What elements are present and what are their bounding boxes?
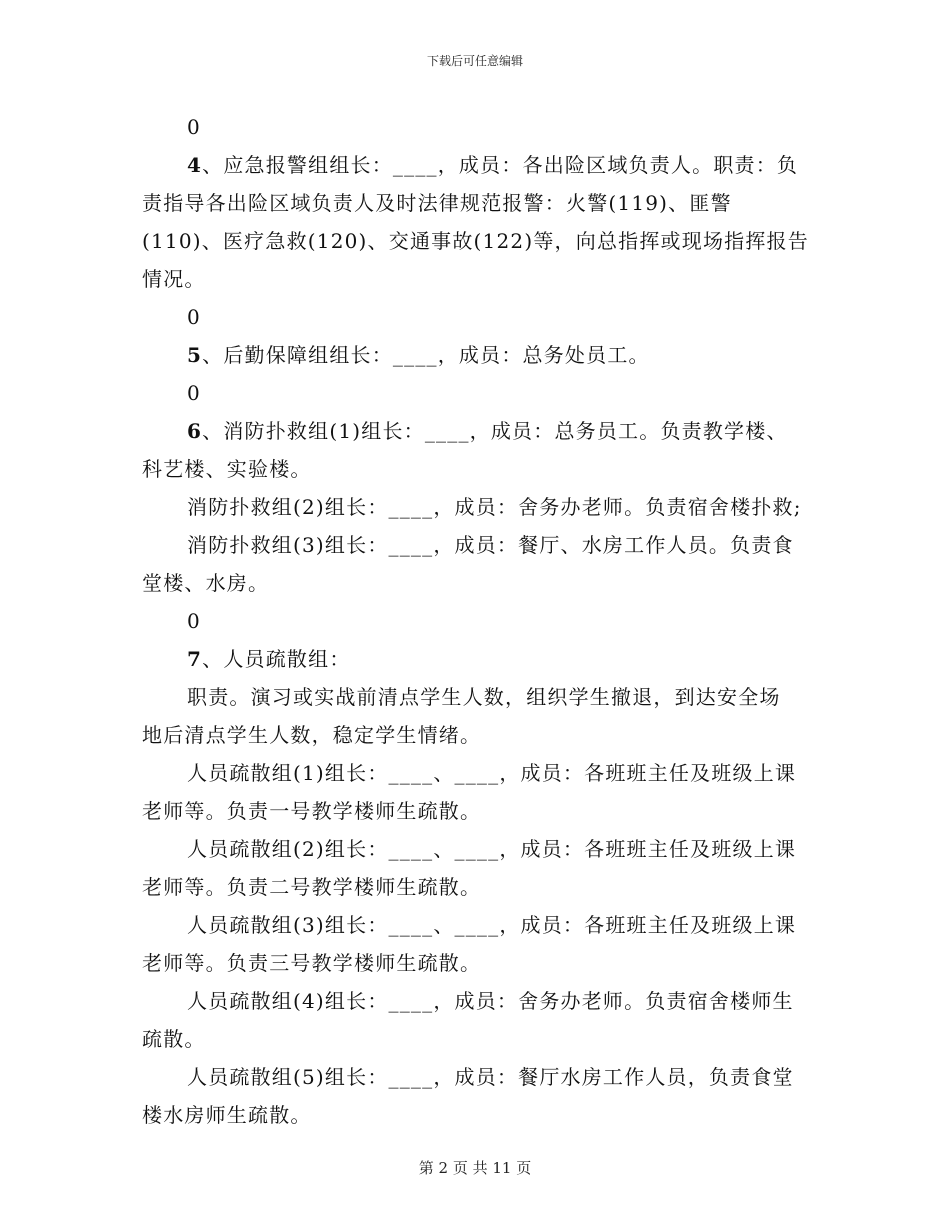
line-text: 0 <box>187 305 201 329</box>
text-line <box>142 376 814 410</box>
text-line <box>142 1060 814 1094</box>
line-text: 科艺楼、实验楼。 <box>142 457 312 481</box>
text-line <box>142 414 814 448</box>
line-text: 地后清点学生人数，稳定学生情绪。 <box>142 723 482 747</box>
line-text: 职责。演习或实战前清点学生人数，组织学生撤退，到达安全场 <box>187 685 781 709</box>
text-line <box>142 680 814 714</box>
line-text: 人员疏散组(2)组长：____、____，成员：各班班主任及班级上课 <box>187 837 797 861</box>
text-line <box>142 300 814 334</box>
line-text: 消防扑救组(3)组长：____，成员：餐厅、水房工作人员。负责食 <box>187 533 794 557</box>
line-text: 消防扑救组(2)组长：____，成员：舍务办老师。负责宿舍楼扑救; <box>187 495 802 519</box>
text-line <box>142 148 814 182</box>
text-line <box>142 566 814 600</box>
text-line <box>142 490 814 524</box>
line-text: 人员疏散组(5)组长：____，成员：餐厅水房工作人员，负责食堂 <box>187 1065 794 1089</box>
text-line <box>142 338 814 372</box>
text-line <box>142 1098 814 1132</box>
text-line <box>142 186 814 220</box>
document-body <box>142 110 814 1132</box>
line-text: 人员疏散组(1)组长：____、____，成员：各班班主任及班级上课 <box>187 761 797 785</box>
text-line <box>142 1022 814 1056</box>
text-line <box>142 604 814 638</box>
line-text: 老师等。负责一号教学楼师生疏散。 <box>142 799 482 823</box>
line-text: 楼水房师生疏散。 <box>142 1103 312 1127</box>
text-line <box>142 224 814 258</box>
line-text: 0 <box>187 381 201 405</box>
text-line <box>142 832 814 866</box>
text-line <box>142 870 814 904</box>
text-line <box>142 908 814 942</box>
line-text: 情况。 <box>142 267 206 291</box>
text-line <box>142 946 814 980</box>
text-line <box>142 794 814 828</box>
section-number: 6 <box>187 419 203 443</box>
line-text: 堂楼、水房。 <box>142 571 270 595</box>
text-line <box>142 718 814 752</box>
text-line <box>142 756 814 790</box>
section-number: 7 <box>187 647 203 671</box>
text-line <box>142 642 814 676</box>
text-line <box>142 110 814 144</box>
text-line <box>142 262 814 296</box>
line-text: 、消防扑救组(1)组长：____，成员：总务员工。负责教学楼、 <box>202 419 788 443</box>
line-text: 老师等。负责二号教学楼师生疏散。 <box>142 875 482 899</box>
line-text: (110)、医疗急救(120)、交通事故(122)等，向总指挥或现场指挥报告 <box>142 229 809 253</box>
page-header: 下载后可任意编辑 <box>426 54 523 68</box>
line-text: 责指导各出险区域负责人及时法律规范报警：火警(119)、匪警 <box>142 191 732 215</box>
section-number: 4 <box>187 153 203 177</box>
line-text: 疏散。 <box>142 1027 206 1051</box>
line-text: 老师等。负责三号教学楼师生疏散。 <box>142 951 482 975</box>
page-footer: 第 2 页 共 11 页 <box>418 1159 532 1177</box>
section-number: 5 <box>187 343 203 367</box>
line-text: 人员疏散组(4)组长：____，成员：舍务办老师。负责宿舍楼师生 <box>187 989 794 1013</box>
text-line <box>142 984 814 1018</box>
line-text: 、后勤保障组组长：____，成员：总务处员工。 <box>202 343 650 367</box>
line-text: 0 <box>187 609 201 633</box>
line-text: 、应急报警组组长：____，成员：各出险区域负责人。职责：负 <box>202 153 799 177</box>
line-text: 0 <box>187 115 201 139</box>
line-text: 、人员疏散组： <box>202 647 351 671</box>
text-line <box>142 452 814 486</box>
line-text: 人员疏散组(3)组长：____、____，成员：各班班主任及班级上课 <box>187 913 797 937</box>
text-line <box>142 528 814 562</box>
